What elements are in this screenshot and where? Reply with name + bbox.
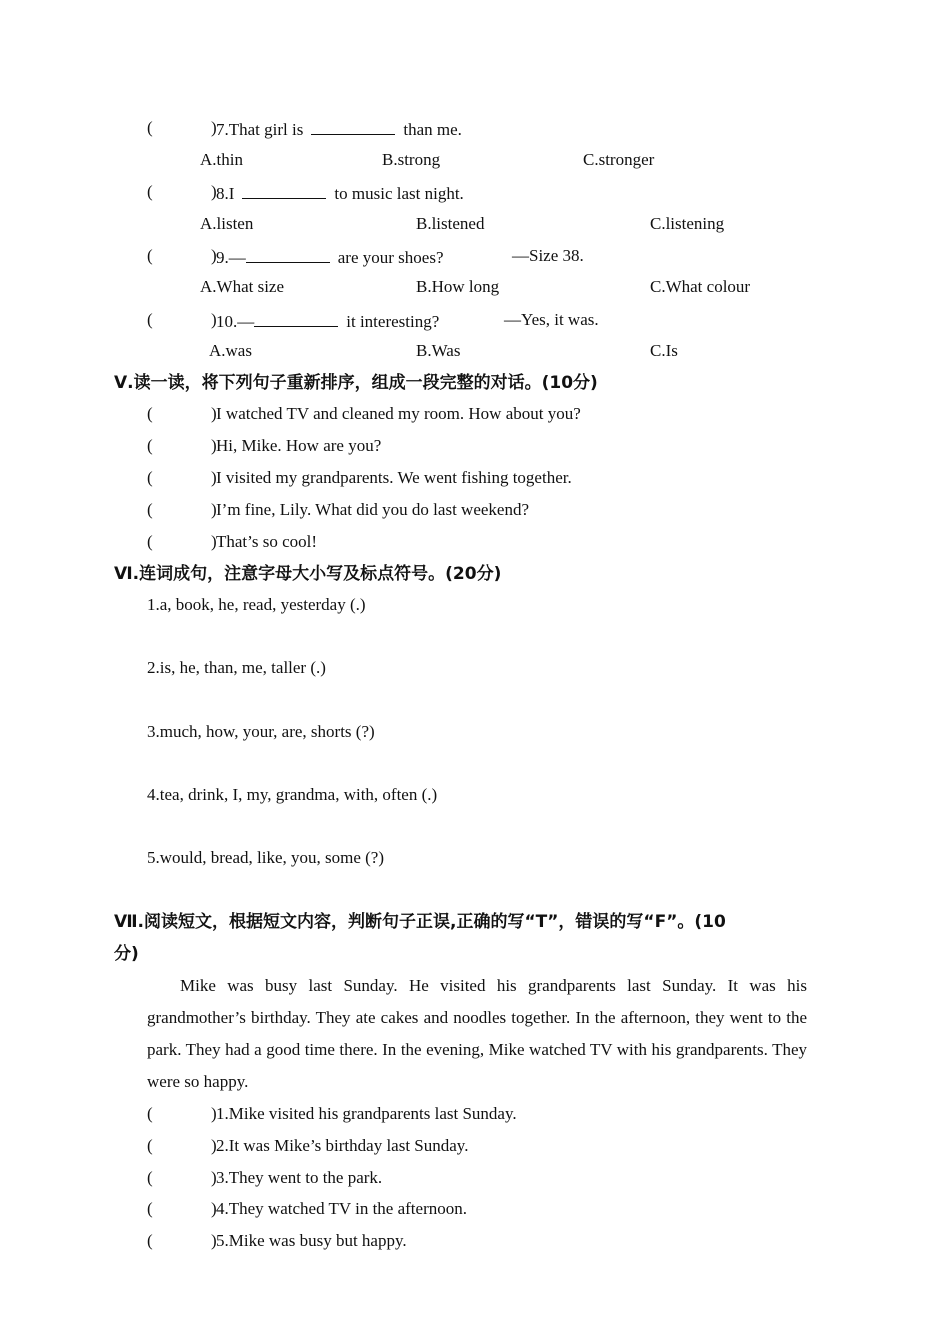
answer-blank[interactable] <box>311 118 395 135</box>
word-order-item: 1.a, book, he, read, yesterday (.) <box>147 595 366 614</box>
answer-paren-close: ) <box>211 532 217 551</box>
answer-paren-open: ( <box>147 310 153 329</box>
reading-passage <box>147 970 807 1098</box>
option-b: B.How long <box>416 277 500 296</box>
answer-paren-close: ) <box>211 246 217 265</box>
question-text-after: it interesting? <box>346 312 440 331</box>
answer-paren-open: ( <box>147 500 153 519</box>
order-item-text: I visited my grandparents. We went fishing together. <box>216 468 572 487</box>
answer-paren-close: ) <box>211 468 217 487</box>
word-order-item: 2.is, he, than, me, taller (.) <box>147 658 326 677</box>
word-order-item: 4.tea, drink, I, my, grandma, with, often (.) <box>147 785 438 804</box>
answer-paren-open: ( <box>147 1199 153 1218</box>
answer-paren-open: ( <box>147 1168 153 1187</box>
answer-paren-open: ( <box>147 1231 153 1250</box>
order-item-text: I watched TV and cleaned my room. How about you? <box>216 404 581 423</box>
section-5-heading: Ⅴ.读一读，将下列句子重新排序，组成一段完整的对话。(10分) <box>114 373 598 393</box>
option-a: A.thin <box>200 150 243 169</box>
section-7-heading-cont: 分) <box>114 944 139 964</box>
answer-paren-open: ( <box>147 1136 153 1155</box>
tf-item-text: 1.Mike visited his grandparents last Sunday. <box>216 1104 517 1123</box>
answer-paren-close: ) <box>211 1168 217 1187</box>
answer-paren-open: ( <box>147 1104 153 1123</box>
question-text-after: are your shoes? <box>337 248 444 267</box>
passage-text: Mike was busy last Sunday. He visited his grandparents last Sunday. It was his grandmother’s birthday. They ate cakes and noodles together. In the afternoon, they went to the park. They had a good time there. In the evening, Mike watched TV with his grandparents. They were so happy. <box>147 976 807 1091</box>
section-6-heading: Ⅵ.连词成句，注意字母大小写及标点符号。(20分) <box>114 564 502 584</box>
tf-item-text: 4.They watched TV in the afternoon. <box>216 1199 467 1218</box>
option-c: C.Is <box>650 341 678 360</box>
answer-paren-open: ( <box>147 118 153 137</box>
question-text: 8.I <box>216 184 235 203</box>
answer-paren-open: ( <box>147 532 153 551</box>
answer-paren-open: ( <box>147 182 153 201</box>
answer-paren-close: ) <box>211 310 217 329</box>
tf-item-text: 3.They went to the park. <box>216 1168 383 1187</box>
option-c: C.What colour <box>650 277 751 296</box>
answer-paren-close: ) <box>211 118 217 137</box>
option-c: C.listening <box>650 214 725 233</box>
answer-paren-open: ( <box>147 246 153 265</box>
order-item-text: That’s so cool! <box>216 532 318 551</box>
option-b: B.listened <box>416 214 485 233</box>
section-7-heading: Ⅶ.阅读短文，根据短文内容，判断句子正误,正确的写“T”，错误的写“F”。(10 <box>114 912 726 932</box>
answer-blank[interactable] <box>242 182 326 199</box>
order-item-text: Hi, Mike. How are you? <box>216 436 382 455</box>
answer-paren-close: ) <box>211 1104 217 1123</box>
tf-item-text: 2.It was Mike’s birthday last Sunday. <box>216 1136 469 1155</box>
word-order-item: 5.would, bread, like, you, some (?) <box>147 848 384 867</box>
answer-paren-close: ) <box>211 404 217 423</box>
reply-text: —Yes, it was. <box>504 310 599 329</box>
question-text: 9.— <box>216 248 246 267</box>
answer-paren-close: ) <box>211 1231 217 1250</box>
answer-paren-close: ) <box>211 500 217 519</box>
order-item-text: I’m fine, Lily. What did you do last weekend? <box>216 500 529 519</box>
tf-item-text: 5.Mike was busy but happy. <box>216 1231 407 1250</box>
option-a: A.was <box>209 341 252 360</box>
answer-paren-close: ) <box>211 182 217 201</box>
option-b: B.strong <box>382 150 441 169</box>
option-a: A.listen <box>200 214 254 233</box>
answer-paren-close: ) <box>211 436 217 455</box>
answer-paren-close: ) <box>211 1199 217 1218</box>
option-b: B.Was <box>416 341 461 360</box>
question-text-after: than me. <box>403 120 462 139</box>
answer-blank[interactable] <box>246 246 330 263</box>
answer-paren-close: ) <box>211 1136 217 1155</box>
answer-paren-open: ( <box>147 436 153 455</box>
question-text: 7.That girl is <box>216 120 304 139</box>
answer-paren-open: ( <box>147 404 153 423</box>
answer-blank[interactable] <box>254 310 338 327</box>
question-text: 10.— <box>216 312 255 331</box>
option-c: C.stronger <box>583 150 655 169</box>
answer-paren-open: ( <box>147 468 153 487</box>
question-text-after: to music last night. <box>334 184 464 203</box>
option-a: A.What size <box>200 277 285 296</box>
reply-text: —Size 38. <box>512 246 584 265</box>
word-order-item: 3.much, how, your, are, shorts (?) <box>147 722 375 741</box>
